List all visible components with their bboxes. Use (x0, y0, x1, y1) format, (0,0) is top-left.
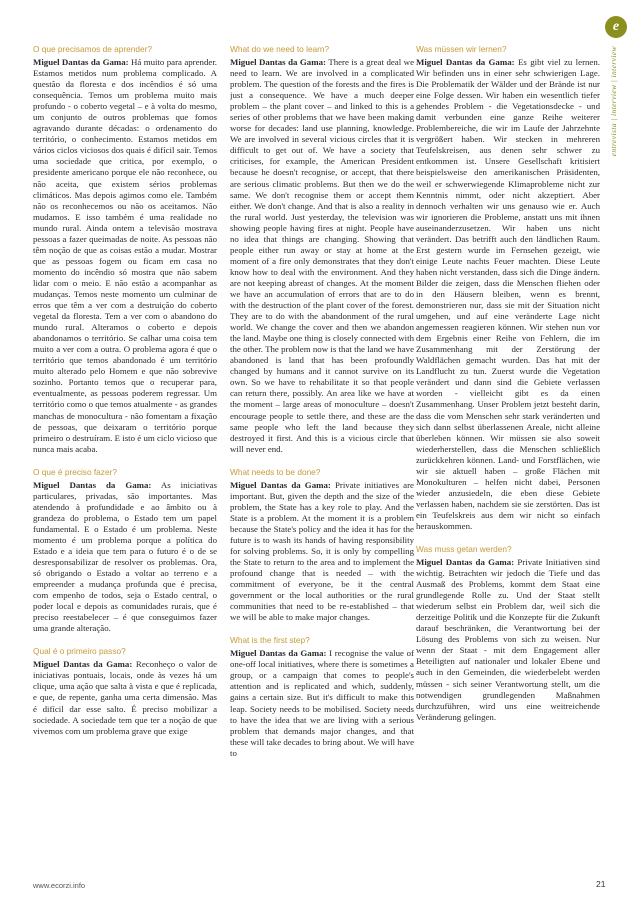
answer-body: Es gibt viel zu lernen. Wir befinden uns in einer sehr schwierigen Lage. Die Problematik der Wälder und der Brände ist nur eine Folge dessen. Wir haben ein wesentlich tiefer gehendes Problem - die Vegetationsdecke - und damit verbunden eine ganze Reihe weiterer Problembereiche, die wir im Laufe der Jahrzehnte vergrößert haben. Wir stecken in mehreren Teufelskreisen, aus denen sehr schwer zu entkommen ist. Unsere Gesellschaft kritisiert beispielsweise den amerikanischen Präsidenten, weil er schwerwiegende Klimaprobleme nicht zur Kenntnis nimmt, oder nicht akzeptiert. Aber dennoch verhalten wir uns genauso wie er. Auch wir ignorieren die Probleme, anstatt uns mit ihnen auseinanderzusetzen. Wir haben uns nicht verändert. Das betrifft auch den ländlichen Raum. Erst gestern wurde im Fernsehen gezeigt, wie einige Leute nachts Feuer machten. Diese Leute haben nicht verstanden, dass sich die Dinge ändern. Bilder die zeigen, dass die Menschen fliehen oder in den Häusern bleiben, wenn es brennt, demonstrieren nur, dass sie mit der Situation nicht umgehen, und auf eine veränderte Lage nicht angemessen reagieren können. Wir stehen nun vor dem Ergebnis einer Reihe von Fehlern, die im Zusammenhang mit der Zerstörung der Waldflächen gemacht wurden. Das hat mit der Landflucht zu tun. Zuerst wurde die Vegetation verändert und dann sind die Gebiete verlassen worden - vielleicht gibt es da einen Zusammenhang. Unser Problem jetzt besteht darin, dass die vom Menschen sehr stark veränderten und sich dann selbst überlassenen Areale, nicht alleine überleben können. Wir müssen sie also soweit wiederherstellen, dass die Menschen schließlich zurückkehren können. Land- und Forstflächen, wie wir sie aktuell haben – große Flächen mit Monokulturen – helfen nicht dabei, Personen wieder anzusiedeln, die eben diese Gebiete verlassen haben, nachdem sie sie zerstörten. Das ist ein Teufelskreis aus dem wir nicht so einfach herauskommen. (416, 57, 600, 531)
question-heading: Was müssen wir lernen? (416, 44, 507, 54)
column-german (416, 44, 600, 874)
speaker-name: Miguel Dantas da Gama: (33, 479, 152, 490)
section-label: entrevista | interview | interview (609, 46, 618, 157)
speaker-name: Miguel Dantas da Gama: (416, 57, 515, 67)
answer-body: As iniciativas particulares, privadas, são importantes. Mas atendendo à profundidade e ao âmbito ou à grandeza do problema, o Estado tem um papel fundamental. E o Estado é um problema. Neste momento é um problema porque a política do Estado e a ideia que tem para o futuro é o de se desresponsabilizar de resolver os problemas. Ora, só obrigando o Estado a voltar ao terreno e a empreender a mudança profunda que é precisa, com empenho de todos, seja o Estado central, o poder local e depois as comunidades rurais, que é preciso reestabelecer – é que conseguimos fazer uma grande alteração. (33, 479, 217, 634)
column-english (230, 44, 414, 874)
answer-text (33, 480, 217, 635)
qa-section (416, 44, 600, 532)
section-badge: e (605, 16, 627, 38)
question-heading: What is the first step? (230, 635, 310, 646)
speaker-name: Miguel Dantas da Gama: (33, 57, 129, 67)
question-heading: What needs to be done? (230, 466, 321, 477)
answer-body: There is a great deal we need to learn. We are involved in a complicated problem. The question of the forests and the fires is just a consequence. We have a much deeper problem – the plant cover – and linked to this is a series of other problems that we have been making worse for decades: land use planning, knowledge. We are involved in several vicious circles that it is difficult to get out of. We have a society that criticises, for example, the American President because he doesn't recognise, or accept, that there are serious climatic problems. But then we do the same. We don't recognise them or accept them either. We don't change. And that is also a reality in the rural world. Just yesterday, the television was showing people having fires at night. People have no idea that things are changing. Showing that people either run away or stay at home at the moment of a fire only demonstrates that they don't know how to deal with the environment. And they are not keeping abreast of changes. At the moment we have an accumulation of errors that are to do with the destruction of the plant cover of the forest. They are to do with the abandonment of the rural world. We change the cover and then we abandon the land. Maybe one thing is closely connected with the other. The problem now is that the land we have abandoned is land that has been profoundly changed by humans and it cannot survive on its own. So we have to rehabilitate it so that people can return there, possibly. An area like we have at the moment – large areas of monoculture – doesn't encourage people to settle there, and these are the same people who left the land because they destroyed it first. And this is a vicious circle that will never end. (230, 57, 414, 454)
question-heading: Was muss getan werden? (416, 544, 512, 555)
qa-section (33, 646, 217, 736)
question-heading: What do we need to learn? (230, 44, 330, 54)
answer-text (230, 57, 414, 455)
footer-url: www.ecorzi.info (33, 881, 86, 890)
answer-text (416, 557, 600, 723)
answer-text (33, 57, 217, 455)
answer-body: I recognise the value of one-off local initiatives, where there is sometimes a group, or a campaign that comes to people's attention and is replicated and which, suddenly, gains a certain size. But it's difficult to make this leap. Society needs to be mobilised. Society needs to have the idea that we are living with a serious problem that demands major changes, and that these will take decades to bring about. We will have to (230, 648, 414, 758)
answer-text (230, 648, 414, 758)
speaker-name: Miguel Dantas da Gama: (33, 659, 133, 670)
answer-body: Private initiatives are important. But, given the depth and the size of the problem, the State has a key role to play. And the State is a problem. At the moment it is a problem because the State's policy and the idea it has for the future is to wash its hands of having responsibility for solving problems. So, it is only by compelling the State to return to the area and to implement the profound change that is needed – with the commitment of everyone, be it the central government or the local authorities or the rural communities that need to be re-established – that we will be able to make major changes. (230, 479, 414, 623)
answer-text (416, 57, 600, 532)
speaker-name: Miguel Dantas da Gama: (230, 479, 331, 490)
qa-section (33, 467, 217, 635)
column-portuguese (33, 44, 217, 874)
answer-body: Private Initiativen sind wichtig. Betrachten wir jedoch die Tiefe und das Ausmaß des Problems, kommt dem Staat eine grundlegende Rolle zu. Und der Staat stellt wiederum selbst ein Problem dar, weil sich die derzeitige Politik und die Konzepte für die Zukunft darauf beschränken, die Verantwortung bei der Lösung des Problems von sich zu weisen. Nur wenn der Staat - mit dem Engagement aller Beteiligten auf nationaler und lokaler Ebene und auch in den Gemeinden, die wiederbelebt werden müssen - sich seiner Verantwortung stellt, um die notwendigen grundlegenden Maßnahmen durchzuführen, wird uns eine weitreichende Veränderung gelingen. (416, 557, 600, 722)
answer-text (33, 659, 217, 736)
qa-section (230, 44, 414, 455)
question-heading: O que é preciso fazer? (33, 466, 117, 477)
speaker-name: Miguel Dantas da Gama: (416, 557, 515, 568)
qa-section (230, 467, 414, 624)
speaker-name: Miguel Dantas da Gama: (230, 648, 327, 659)
question-heading: Qual é o primeiro passo? (33, 646, 126, 657)
answer-text (230, 480, 414, 624)
qa-section (33, 44, 217, 455)
qa-section (416, 544, 600, 723)
side-tab (603, 12, 629, 212)
answer-body: Há muito para aprender. Estamos metidos num problema complicado. A questão da floresta e dos incêndios é só uma consequência. Temos um problema muito mais profundo - o coberto vegetal – e à volta do mesmo, um conjunto de outros problemas que fomos agravando durante décadas: o ordenamento do território, o conhecimento. Estamos metidos em vários ciclos viciosos dos quais é difícil sair. Temos uma sociedade que critica, por exemplo, o presidente americano porque ele não reconhece, ou não aceita, que existem sérios problemas climáticos. Mas depois agimos como ele. Também não os reconhecemos ou não os aceitamos. Não mudamos. E isso também é uma realidade no mundo rural. Ainda ontem a televisão mostrava pessoas a fazer queimadas de noite. As pessoas não têm noção de que as coisas estão a mudar. Mostrar que as pessoas fogem ou ficam em casa no momento do incêndio só mostra que não sabem lidar com o meio. E não estão a acompanhar as mudanças. Temos neste momento um culminar de erros que têm a ver com a destruição do coberto vegetal da floresta. Tem a ver com o abandono do mundo rural. Alteramos o coberto e depois abandonamos o território. Se calhar uma coisa tem muito a ver com a outra. O problema agora é que o território que temos abandonado é um território muito alterado pelo Homem e que não sobrevive sozinho. Portanto temos que o recuperar para, eventualmente, as pessoas poderem regressar. Um território como o que temos atualmente - as grandes manchas de monocultura - não fomentam a fixação de pessoas, que deixaram o território porque primeiro o destruíram. E isto é um ciclo vicioso que nunca mais acaba. (33, 57, 217, 454)
speaker-name: Miguel Dantas da Gama: (230, 57, 326, 67)
question-heading: O que precisamos de aprender? (33, 44, 152, 54)
answer-body: Reconheço o valor de iniciativas pontuais, locais, onde às vezes há um clique, uma ação que salta à vista e que é replicada, e que, de repente, ganha uma certa dimensão. Mas é difícil dar esse salto. É preciso mobilizar a sociedade. A sociedade tem que ter a noção de que vivemos com um problema grave que exige (33, 659, 217, 736)
qa-section (230, 635, 414, 758)
page-number: 21 (596, 879, 606, 889)
